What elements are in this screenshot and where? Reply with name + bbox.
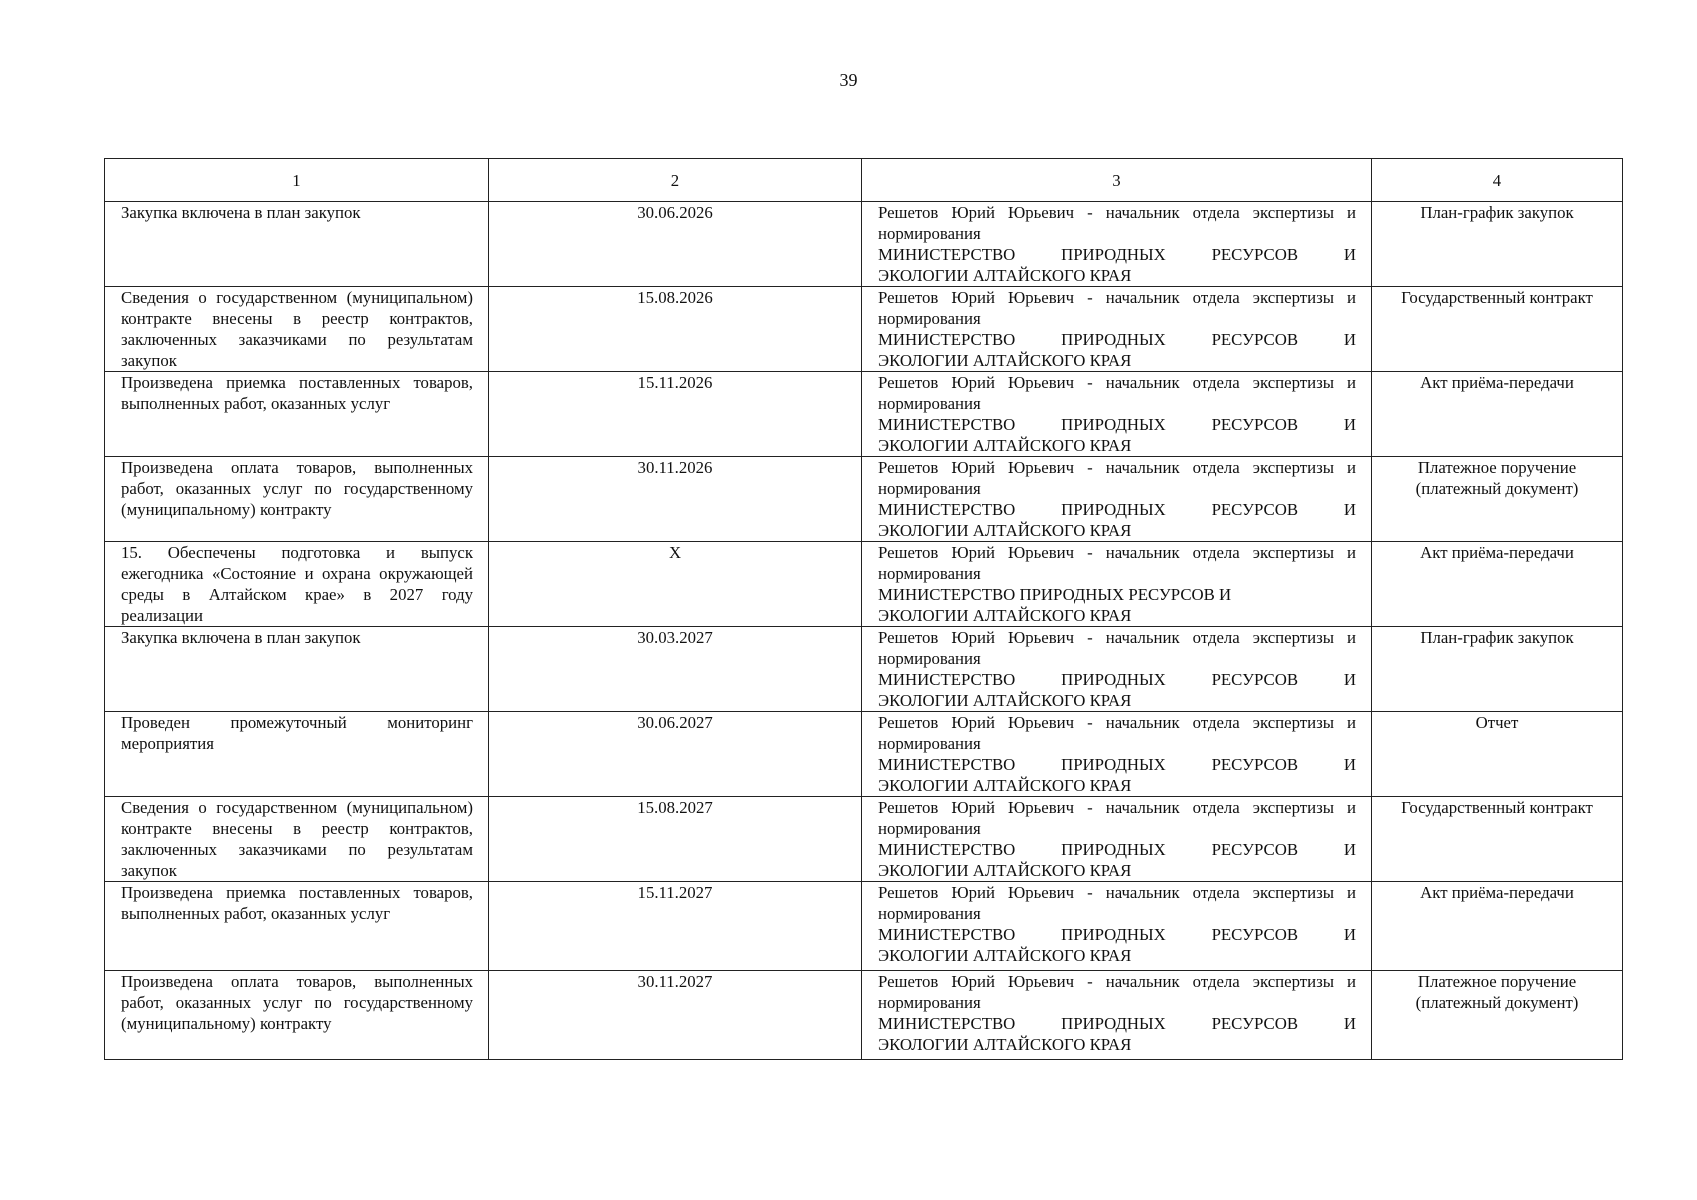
responsible-organization-line1: МИНИСТЕРСТВО ПРИРОДНЫХ РЕСУРСОВ И xyxy=(878,840,1356,859)
table-row xyxy=(105,797,1623,882)
event-cell: 15. Обеспечены подготовка и выпуск ежегодника «Состояние и охрана окружающей среды в Алтайском крае» в 2027 году реализации xyxy=(105,542,489,627)
responsible-person: Решетов Юрий Юрьевич - начальник отдела экспертизы и нормирования xyxy=(878,883,1356,923)
table-row xyxy=(105,202,1623,287)
date-cell: 15.11.2027 xyxy=(489,882,862,971)
event-cell: Закупка включена в план закупок xyxy=(105,627,489,712)
table-row xyxy=(105,971,1623,1060)
responsible-organization-line2: ЭКОЛОГИИ АЛТАЙСКОГО КРАЯ xyxy=(878,1035,1132,1054)
responsible-cell xyxy=(862,542,1372,627)
responsible-organization-line2: ЭКОЛОГИИ АЛТАЙСКОГО КРАЯ xyxy=(878,691,1132,710)
table-header-row xyxy=(105,159,1623,202)
column-header-1: 1 xyxy=(105,159,489,202)
responsible-person: Решетов Юрий Юрьевич - начальник отдела экспертизы и нормирования xyxy=(878,972,1356,1012)
responsible-cell xyxy=(862,457,1372,542)
document-cell: Акт приёма-передачи xyxy=(1372,882,1623,971)
date-cell: 30.06.2026 xyxy=(489,202,862,287)
responsible-cell xyxy=(862,627,1372,712)
event-cell: Произведена оплата товаров, выполненных работ, оказанных услуг по государственному (муниципальному) контракту xyxy=(105,457,489,542)
responsible-cell xyxy=(862,797,1372,882)
responsible-organization-line1: МИНИСТЕРСТВО ПРИРОДНЫХ РЕСУРСОВ И xyxy=(878,1014,1356,1033)
table-row xyxy=(105,542,1623,627)
responsible-organization-line1: МИНИСТЕРСТВО ПРИРОДНЫХ РЕСУРСОВ И xyxy=(878,670,1356,689)
document-cell: Отчет xyxy=(1372,712,1623,797)
responsible-person: Решетов Юрий Юрьевич - начальник отдела экспертизы и нормирования xyxy=(878,628,1356,668)
responsible-cell xyxy=(862,202,1372,287)
column-header-3: 3 xyxy=(862,159,1372,202)
event-cell: Произведена приемка поставленных товаров, выполненных работ, оказанных услуг xyxy=(105,372,489,457)
column-header-2: 2 xyxy=(489,159,862,202)
responsible-person: Решетов Юрий Юрьевич - начальник отдела экспертизы и нормирования xyxy=(878,203,1356,243)
responsible-organization-line1: МИНИСТЕРСТВО ПРИРОДНЫХ РЕСУРСОВ И xyxy=(878,585,1232,604)
responsible-cell xyxy=(862,287,1372,372)
document-cell: Государственный контракт xyxy=(1372,287,1623,372)
table-row xyxy=(105,372,1623,457)
table-row xyxy=(105,882,1623,971)
date-cell: 15.08.2027 xyxy=(489,797,862,882)
responsible-organization-line2: ЭКОЛОГИИ АЛТАЙСКОГО КРАЯ xyxy=(878,436,1132,455)
responsible-organization-line1: МИНИСТЕРСТВО ПРИРОДНЫХ РЕСУРСОВ И xyxy=(878,925,1356,944)
date-cell: 30.11.2027 xyxy=(489,971,862,1060)
responsible-organization-line2: ЭКОЛОГИИ АЛТАЙСКОГО КРАЯ xyxy=(878,521,1132,540)
document-cell: План-график закупок xyxy=(1372,202,1623,287)
responsible-organization-line1: МИНИСТЕРСТВО ПРИРОДНЫХ РЕСУРСОВ И xyxy=(878,755,1356,774)
table-row xyxy=(105,712,1623,797)
responsible-organization-line2: ЭКОЛОГИИ АЛТАЙСКОГО КРАЯ xyxy=(878,606,1132,625)
date-cell: 30.06.2027 xyxy=(489,712,862,797)
responsible-cell xyxy=(862,712,1372,797)
date-cell: 15.11.2026 xyxy=(489,372,862,457)
date-cell: X xyxy=(489,542,862,627)
date-cell: 30.11.2026 xyxy=(489,457,862,542)
event-cell: Сведения о государственном (муниципальном) контракте внесены в реестр контрактов, заключенных заказчиками по результатам закупок xyxy=(105,287,489,372)
event-cell: Закупка включена в план закупок xyxy=(105,202,489,287)
responsible-organization-line2: ЭКОЛОГИИ АЛТАЙСКОГО КРАЯ xyxy=(878,351,1132,370)
table-row xyxy=(105,457,1623,542)
responsible-organization-line1: МИНИСТЕРСТВО ПРИРОДНЫХ РЕСУРСОВ И xyxy=(878,330,1356,349)
event-cell: Проведен промежуточный мониторинг мероприятия xyxy=(105,712,489,797)
responsible-organization-line1: МИНИСТЕРСТВО ПРИРОДНЫХ РЕСУРСОВ И xyxy=(878,245,1356,264)
date-cell: 15.08.2026 xyxy=(489,287,862,372)
responsible-organization-line2: ЭКОЛОГИИ АЛТАЙСКОГО КРАЯ xyxy=(878,946,1132,965)
responsible-person: Решетов Юрий Юрьевич - начальник отдела экспертизы и нормирования xyxy=(878,373,1356,413)
column-header-4: 4 xyxy=(1372,159,1623,202)
responsible-person: Решетов Юрий Юрьевич - начальник отдела экспертизы и нормирования xyxy=(878,713,1356,753)
table-body xyxy=(105,202,1623,1060)
event-cell: Сведения о государственном (муниципальном) контракте внесены в реестр контрактов, заключенных заказчиками по результатам закупок xyxy=(105,797,489,882)
responsible-person: Решетов Юрий Юрьевич - начальник отдела экспертизы и нормирования xyxy=(878,798,1356,838)
responsible-organization-line2: ЭКОЛОГИИ АЛТАЙСКОГО КРАЯ xyxy=(878,861,1132,880)
table-row xyxy=(105,287,1623,372)
document-cell: Акт приёма-передачи xyxy=(1372,372,1623,457)
page-number: 39 xyxy=(839,70,858,90)
date-cell: 30.03.2027 xyxy=(489,627,862,712)
document-cell: План-график закупок xyxy=(1372,627,1623,712)
document-cell: Платежное поручение (платежный документ) xyxy=(1372,457,1623,542)
event-cell: Произведена приемка поставленных товаров, выполненных работ, оказанных услуг xyxy=(105,882,489,971)
event-cell: Произведена оплата товаров, выполненных работ, оказанных услуг по государственному (муниципальному) контракту xyxy=(105,971,489,1060)
responsible-person: Решетов Юрий Юрьевич - начальник отдела экспертизы и нормирования xyxy=(878,543,1356,583)
document-cell: Акт приёма-передачи xyxy=(1372,542,1623,627)
table-row xyxy=(105,627,1623,712)
responsible-organization-line2: ЭКОЛОГИИ АЛТАЙСКОГО КРАЯ xyxy=(878,266,1132,285)
responsible-cell xyxy=(862,372,1372,457)
responsible-person: Решетов Юрий Юрьевич - начальник отдела экспертизы и нормирования xyxy=(878,288,1356,328)
responsible-organization-line1: МИНИСТЕРСТВО ПРИРОДНЫХ РЕСУРСОВ И xyxy=(878,415,1356,434)
document-cell: Платежное поручение (платежный документ) xyxy=(1372,971,1623,1060)
responsible-cell xyxy=(862,882,1372,971)
document-cell: Государственный контракт xyxy=(1372,797,1623,882)
responsible-person: Решетов Юрий Юрьевич - начальник отдела экспертизы и нормирования xyxy=(878,458,1356,498)
responsible-cell xyxy=(862,971,1372,1060)
responsible-organization-line2: ЭКОЛОГИИ АЛТАЙСКОГО КРАЯ xyxy=(878,776,1132,795)
responsible-organization-line1: МИНИСТЕРСТВО ПРИРОДНЫХ РЕСУРСОВ И xyxy=(878,500,1356,519)
schedule-table xyxy=(104,158,1623,1060)
